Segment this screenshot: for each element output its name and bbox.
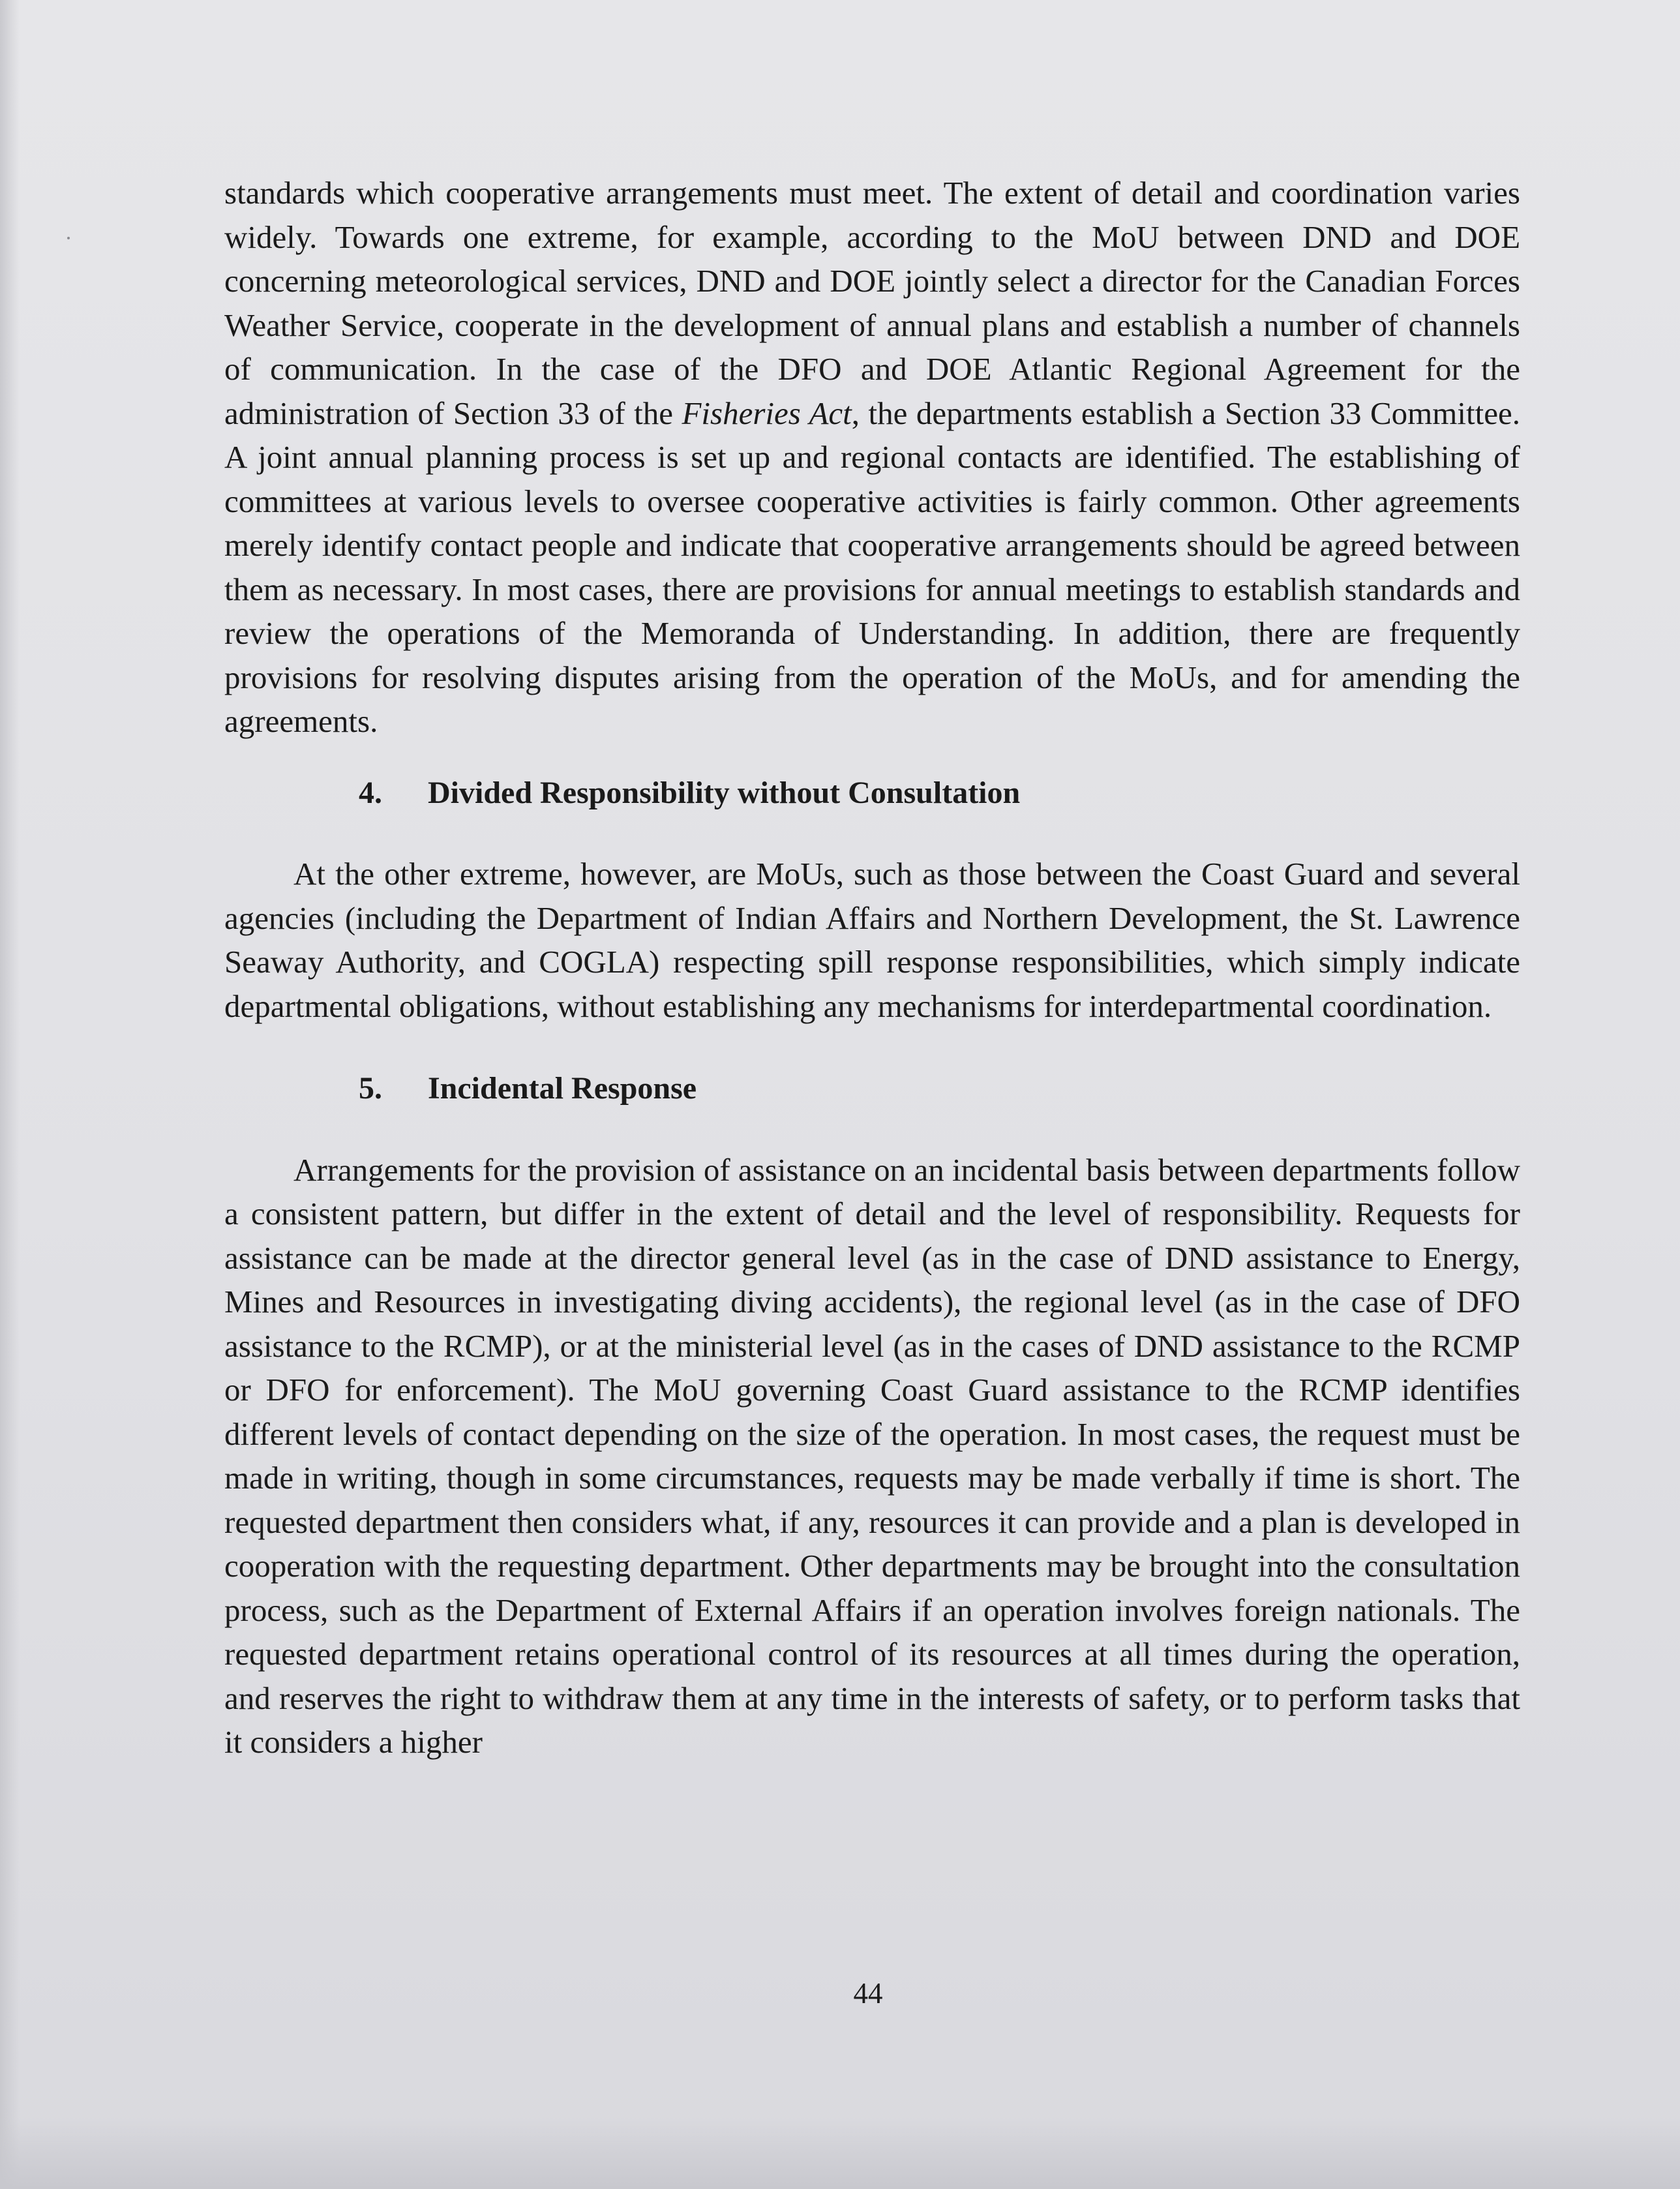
- scan-speck: [67, 237, 70, 239]
- intro-paragraph: standards which cooperative arrangements must meet. The extent of detail and coordination varies widely. Towards one extreme, for example, according to the MoU between DND and DOE concerning meteorological services, DND and DOE jointly select a director for the Canadian Forces Weather Service, cooperate in the development of annual plans and establish a number of channels of communication. In the case of the DFO and DOE Atlantic Regional Agreement for the administration of Section 33 of the Fisheries Act, the departments establish a Section 33 Committee. A joint annual planning process is set up and regional contacts are identified. The establishing of committees at various levels to oversee cooperative activities is fairly common. Other agreements merely identify contact people and indicate that cooperative arrangements should be agreed between them as necessary. In most cases, there are provisions for annual meetings to establish standards and review the operations of the Memoranda of Understanding. In addition, there are frequently provisions for resolving disputes arising from the operation of the MoUs, and for amending the agreements.: [224, 175, 1520, 739]
- statute-title: Fisheries Act: [682, 395, 852, 431]
- section-title: Divided Responsibility without Consultation: [428, 775, 1021, 810]
- page-bottom-shadow: [0, 2117, 1680, 2189]
- body-text: [224, 171, 1520, 1764]
- page-number: 44: [853, 1977, 883, 2010]
- section-heading-4: [224, 771, 1520, 815]
- section-4-paragraph: At the other extreme, however, are MoUs, such as those between the Coast Guard and several agencies (including the Department of Indian Affairs and Northern Development, the St. Lawrence Seaway Authority, and COGLA) respecting spill response responsibilities, which simply indicate departmental obligations, without establishing any mechanisms for interdepartmental coordination.: [224, 856, 1520, 1024]
- section-heading-5: [224, 1066, 1520, 1111]
- section-5-paragraph: Arrangements for the provision of assistance on an incidental basis between departments follow a consistent pattern, but differ in the extent of detail and the level of responsibility. Requests for assistance can be made at the director general level (as in the case of DND assistance to Energy, Mines and Resources in investigating diving accidents), the regional level (as in the case of DFO assistance to the RCMP), or at the ministerial level (as in the cases of DND assistance to the RCMP or DFO for enforcement). The MoU governing Coast Guard assistance to the RCMP identifies different levels of contact depending on the size of the operation. In most cases, the request must be made in writing, though in some circumstances, requests may be made verbally if time is short. The requested department then considers what, if any, resources it can provide and a plan is developed in cooperation with the requesting department. Other departments may be brought into the consultation process, such as the Department of External Affairs if an operation involves foreign nationals. The requested department retains operational control of its resources at all times during the operation, and reserves the right to withdraw them at any time in the interests of safety, or to perform tasks that it considers a higher: [224, 1151, 1520, 1760]
- section-number: 4.: [359, 775, 382, 810]
- section-number: 5.: [359, 1071, 382, 1106]
- section-title: Incidental Response: [428, 1071, 697, 1106]
- page-left-edge-shadow: [0, 0, 20, 2189]
